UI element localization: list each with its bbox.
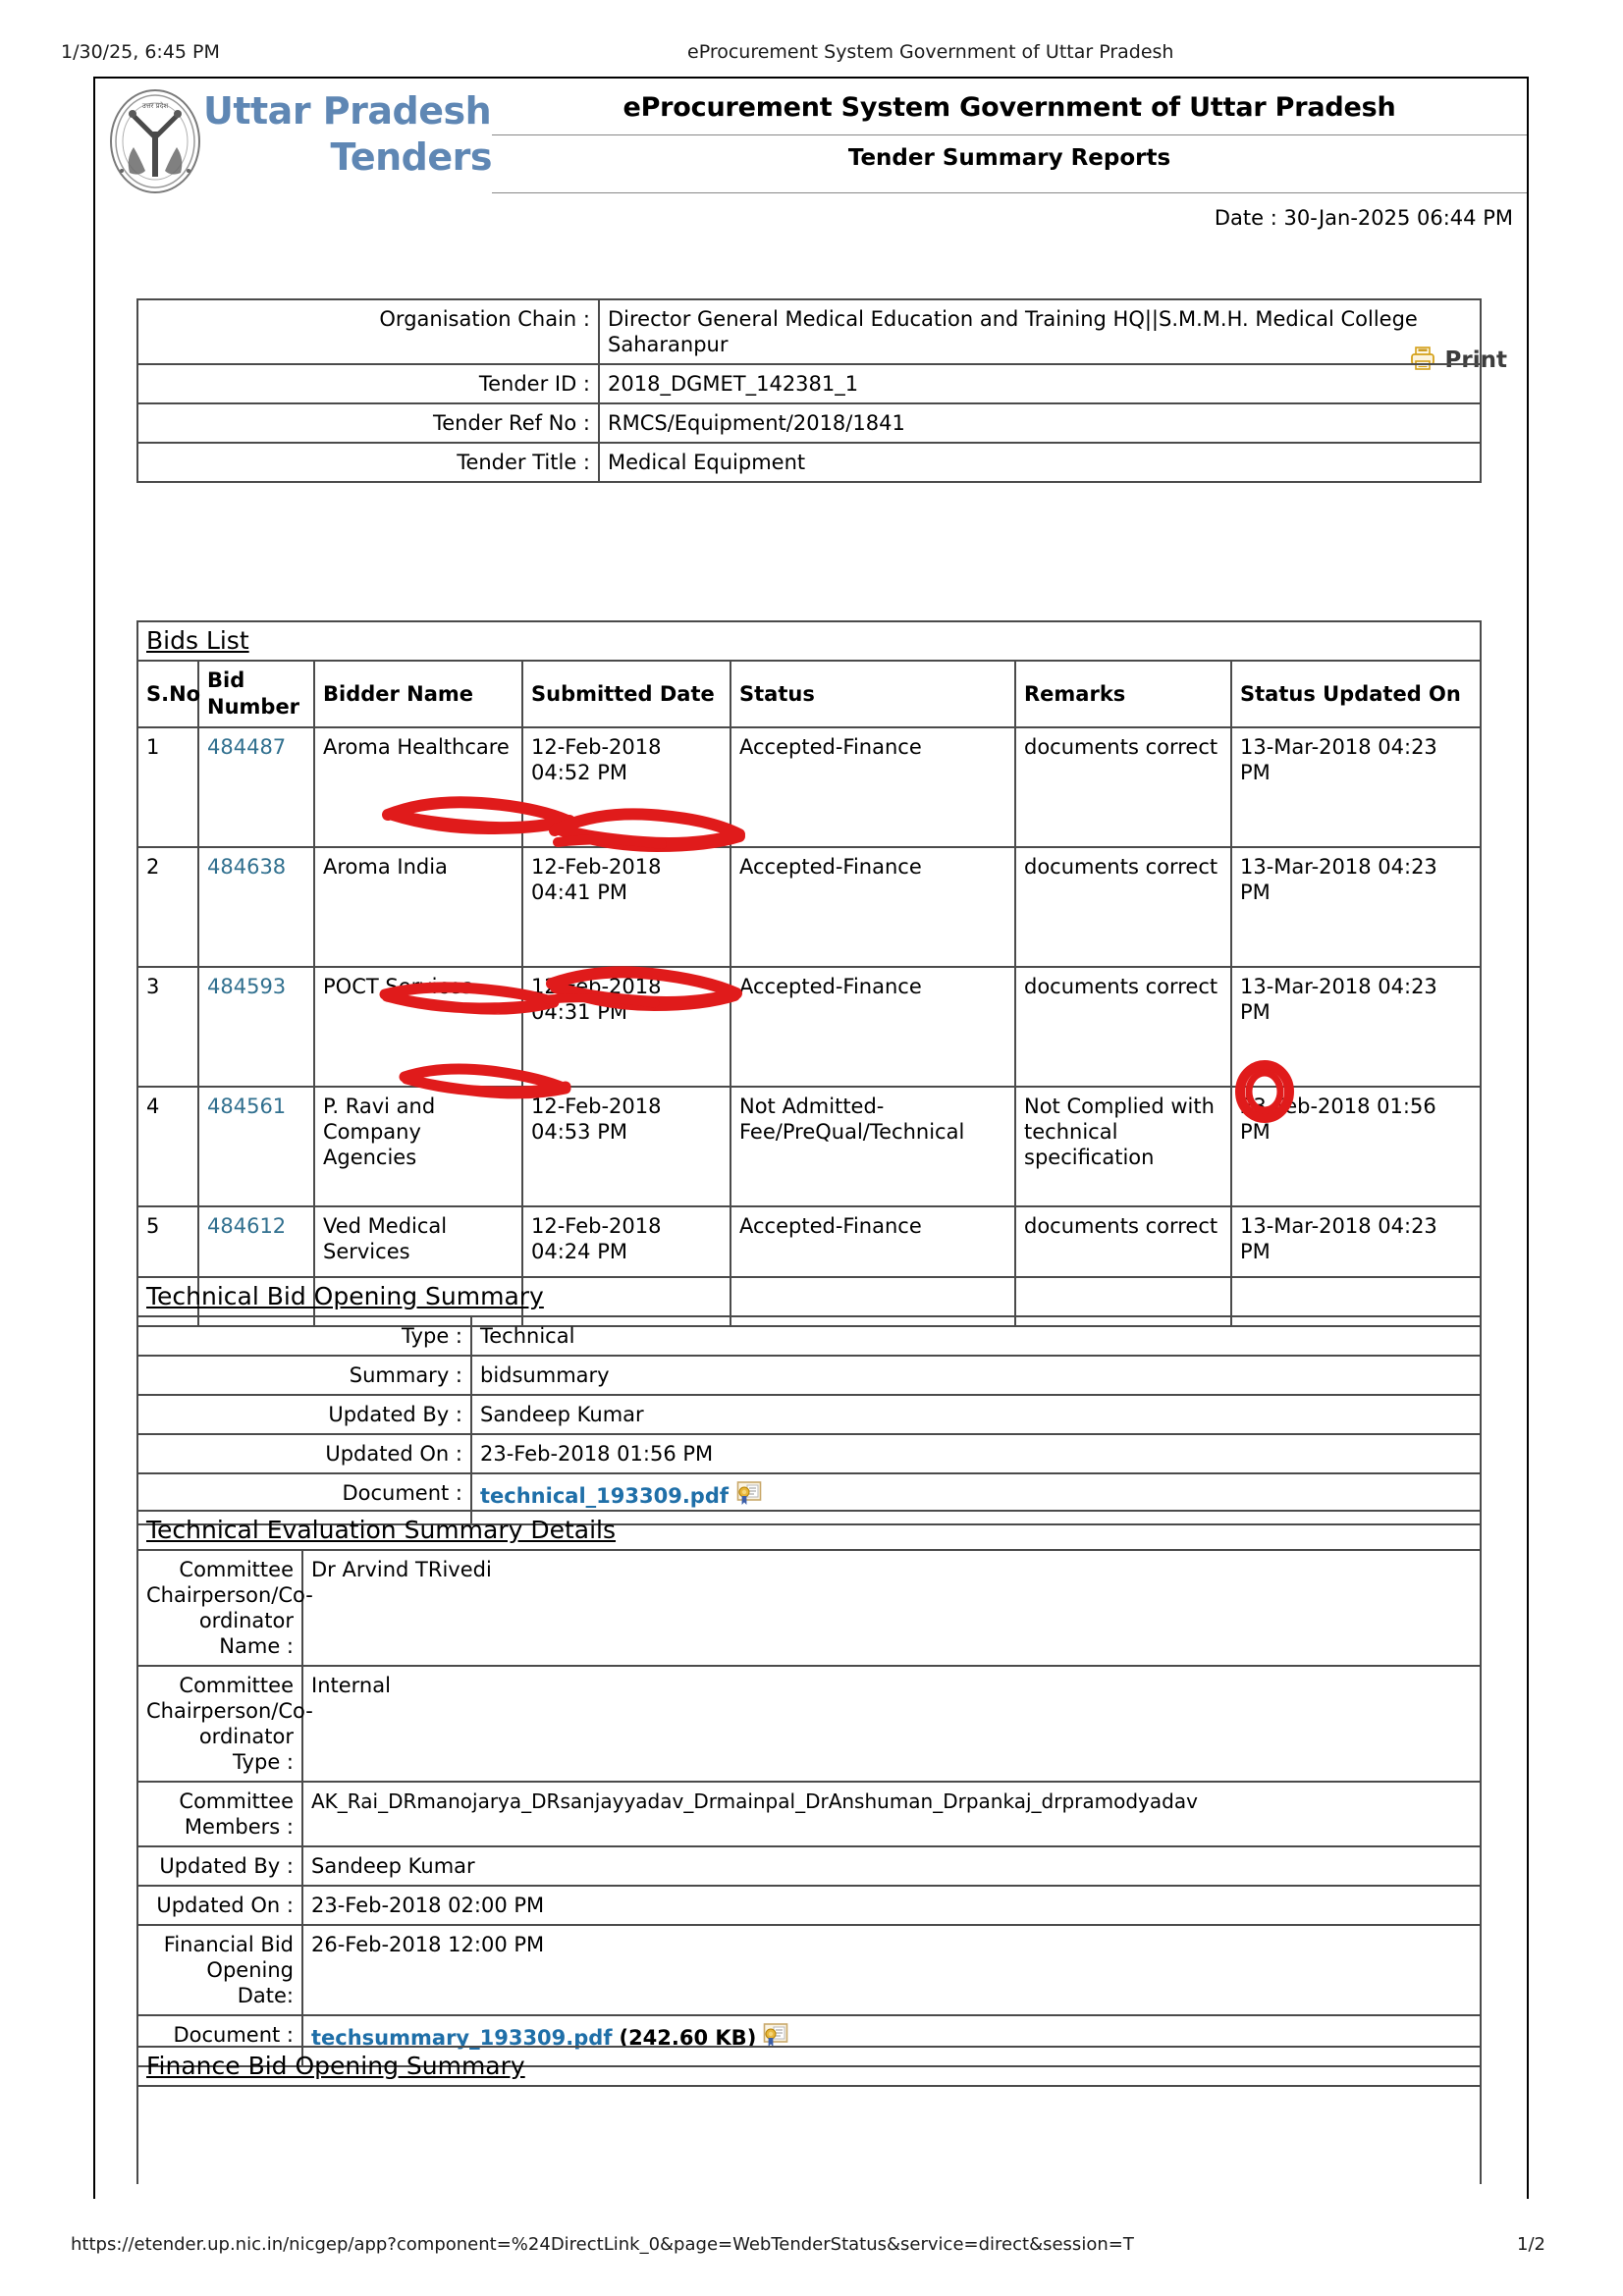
bids-list-header-row (137, 661, 1481, 727)
table-row (137, 403, 1481, 443)
finance-bid-opening-heading-row (137, 2047, 1481, 2086)
committee-members-value: AK_Rai_DRmanojarya_DRsanjayyadav_Drmainpal_DrAnshuman_Drpankaj_drpramodyadav (302, 1782, 1481, 1846)
bid-row-bidder-name: POCT Services (314, 967, 522, 1087)
tender-ref-no-value: RMCS/Equipment/2018/1841 (599, 403, 1481, 443)
bid-row-remarks: documents correct (1015, 1206, 1231, 1326)
table-row (137, 1395, 1481, 1434)
column-header-bid-number: Bid Number (198, 661, 314, 727)
bid-row-sno: 5 (137, 1206, 198, 1326)
committee-members-label: Committee Members : (137, 1782, 302, 1846)
table-row (137, 1550, 1481, 1666)
bid-row-bidder-name: Ved Medical Services (314, 1206, 522, 1326)
updated-by-value: Sandeep Kumar (471, 1395, 1481, 1434)
bid-row-sno: 3 (137, 967, 198, 1087)
certificate-document-icon (736, 1480, 762, 1512)
technical-document-link[interactable]: technical_193309.pdf (480, 1484, 729, 1508)
svg-text:उत्तर प्रदेश: उत्तर प्रदेश (141, 102, 169, 110)
committee-chair-type-label: Committee Chairperson/Co-ordinator Type : (137, 1666, 302, 1782)
evaluation-updated-on-value: 23-Feb-2018 02:00 PM (302, 1886, 1481, 1925)
logo-line-2: Tenders (330, 135, 492, 179)
technical-bid-opening-table (136, 1276, 1482, 1525)
table-row (137, 299, 1481, 364)
logo-line-1: Uttar Pradesh (203, 89, 492, 133)
evaluation-updated-by-label: Updated By : (137, 1846, 302, 1886)
column-header-status-updated-on: Status Updated On (1231, 661, 1481, 727)
bid-row-status-updated-on: 23-Feb-2018 01:56 PM (1231, 1087, 1481, 1206)
type-label: Type : (137, 1316, 471, 1356)
table-row (137, 847, 1481, 967)
bid-row-submitted-date: 12-Feb-2018 04:24 PM (522, 1206, 730, 1326)
technical-bid-opening-heading-row (137, 1277, 1481, 1316)
table-row (137, 2086, 1481, 2184)
updated-on-label: Updated On : (137, 1434, 471, 1473)
bid-row-remarks: documents correct (1015, 847, 1231, 967)
table-row (137, 1886, 1481, 1925)
bid-number-link[interactable]: 484593 (198, 967, 314, 1087)
bid-row-sno: 2 (137, 847, 198, 967)
table-row (137, 443, 1481, 482)
bid-row-submitted-date: 12-Feb-2018 04:31 PM (522, 967, 730, 1087)
bid-row-status-updated-on: 13-Mar-2018 04:23 PM (1231, 967, 1481, 1087)
bid-row-status-updated-on: 13-Mar-2018 04:23 PM (1231, 847, 1481, 967)
committee-chair-type-value: Internal (302, 1666, 1481, 1782)
bid-row-bidder-name: Aroma Healthcare (314, 727, 522, 847)
updated-by-label: Updated By : (137, 1395, 471, 1434)
tender-info-table (136, 298, 1482, 483)
print-footer-url: https://etender.up.nic.in/nicgep/app?component=%24DirectLink_0&page=WebTenderStatus&service=direct&session=T (71, 2234, 1134, 2255)
page-title: eProcurement System Government of Uttar Pradesh (622, 92, 1396, 123)
bid-row-sno: 1 (137, 727, 198, 847)
bid-row-remarks: documents correct (1015, 727, 1231, 847)
financial-bid-opening-date-label: Financial Bid Opening Date: (137, 1925, 302, 2015)
technical-evaluation-heading: Technical Evaluation Summary Details (137, 1511, 1481, 1550)
column-header-submitted-date: Submitted Date (522, 661, 730, 727)
type-value: Technical (471, 1316, 1481, 1356)
print-header-date: 1/30/25, 6:45 PM (61, 41, 220, 63)
table-row (137, 1846, 1481, 1886)
report-banner (95, 79, 1527, 230)
financial-bid-opening-date-value: 26-Feb-2018 12:00 PM (302, 1925, 1481, 2015)
bid-row-bidder-name: P. Ravi and Company Agencies (314, 1087, 522, 1206)
banner-right-block (492, 79, 1527, 230)
technical-bid-opening-heading: Technical Bid Opening Summary (137, 1277, 1481, 1316)
table-row (137, 364, 1481, 403)
bid-row-submitted-date: 12-Feb-2018 04:41 PM (522, 847, 730, 967)
evaluation-document-label: Document : (137, 2015, 302, 2066)
bid-number-link[interactable]: 484487 (198, 727, 314, 847)
organisation-chain-label: Organisation Chain : (137, 299, 599, 364)
report-date: Date : 30-Jan-2025 06:44 PM (1214, 206, 1513, 230)
bid-row-status-updated-on: 13-Mar-2018 04:23 PM (1231, 1206, 1481, 1326)
column-header-sno: S.No (137, 661, 198, 727)
bids-list-heading: Bids List (137, 621, 1481, 661)
techsummary-document-link[interactable]: techsummary_193309.pdf (311, 2026, 613, 2050)
bid-row-submitted-date: 12-Feb-2018 04:53 PM (522, 1087, 730, 1206)
table-row (137, 1356, 1481, 1395)
bid-row-status: Accepted-Finance (730, 727, 1015, 847)
evaluation-updated-on-label: Updated On : (137, 1886, 302, 1925)
tender-id-value: 2018_DGMET_142381_1 (599, 364, 1481, 403)
print-button-label: Print (1444, 347, 1507, 373)
bid-row-submitted-date: 12-Feb-2018 04:52 PM (522, 727, 730, 847)
bids-list-heading-row (137, 621, 1481, 661)
table-row (137, 1782, 1481, 1846)
document-label: Document : (137, 1473, 471, 1524)
finance-bid-opening-heading: Finance Bid Opening Summary (137, 2047, 1481, 2086)
bid-row-status: Accepted-Finance (730, 967, 1015, 1087)
table-row (137, 1087, 1481, 1206)
report-page (93, 77, 1529, 2199)
finance-bid-opening-body (137, 2086, 1481, 2184)
bid-row-remarks: Not Complied with technical specification (1015, 1087, 1231, 1206)
summary-value: bidsummary (471, 1356, 1481, 1395)
finance-bid-opening-table (136, 2046, 1482, 2184)
committee-chair-name-label: Committee Chairperson/Co-ordinator Name : (137, 1550, 302, 1666)
technical-evaluation-table (136, 1510, 1482, 2067)
print-footer-pagenum: 1/2 (1517, 2234, 1545, 2255)
summary-label: Summary : (137, 1356, 471, 1395)
bid-row-status: Accepted-Finance (730, 847, 1015, 967)
bids-list-table (136, 620, 1482, 1327)
bid-row-bidder-name: Aroma India (314, 847, 522, 967)
organisation-chain-value: Director General Medical Education and Training HQ||S.M.M.H. Medical College Saharanpur (599, 299, 1481, 364)
table-row (137, 1434, 1481, 1473)
column-header-remarks: Remarks (1015, 661, 1231, 727)
tender-title-label: Tender Title : (137, 443, 599, 482)
tender-id-label: Tender ID : (137, 364, 599, 403)
bid-row-status-updated-on: 13-Mar-2018 04:23 PM (1231, 727, 1481, 847)
updated-on-value: 23-Feb-2018 01:56 PM (471, 1434, 1481, 1473)
bid-row-remarks: documents correct (1015, 967, 1231, 1087)
site-logo-text (203, 88, 527, 181)
tender-ref-no-label: Tender Ref No : (137, 403, 599, 443)
print-header-title: eProcurement System Government of Uttar Pradesh (687, 41, 1174, 63)
table-row (137, 1666, 1481, 1782)
table-row (137, 727, 1481, 847)
bid-number-link[interactable]: 484612 (198, 1206, 314, 1326)
column-header-bidder-name: Bidder Name (314, 661, 522, 727)
uttar-pradesh-emblem-icon (104, 86, 206, 196)
committee-chair-name-value: Dr Arvind TRivedi (302, 1550, 1481, 1666)
bid-row-status: Not Admitted-Fee/PreQual/Technical (730, 1087, 1015, 1206)
bid-row-sno: 4 (137, 1087, 198, 1206)
table-row (137, 967, 1481, 1087)
document-size-label: (242.60 KB) (619, 2026, 757, 2050)
bid-number-link[interactable]: 484638 (198, 847, 314, 967)
bid-number-link[interactable]: 484561 (198, 1087, 314, 1206)
tender-title-value: Medical Equipment (599, 443, 1481, 482)
evaluation-updated-by-value: Sandeep Kumar (302, 1846, 1481, 1886)
page-subtitle: Tender Summary Reports (847, 145, 1171, 171)
technical-evaluation-heading-row (137, 1511, 1481, 1550)
bid-row-status: Accepted-Finance (730, 1206, 1015, 1326)
column-header-status: Status (730, 661, 1015, 727)
table-row (137, 1316, 1481, 1356)
table-row (137, 1925, 1481, 2015)
